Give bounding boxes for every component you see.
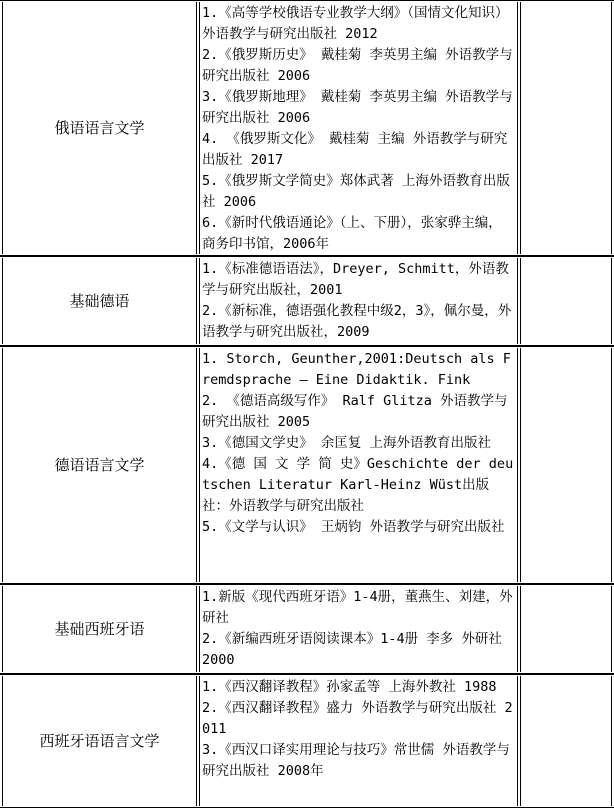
empty-cell bbox=[520, 258, 612, 344]
book-entry: 5.《文学与认识》 王炳钧 外语教学与研究出版社 bbox=[202, 519, 505, 535]
book-entry: 6.《新时代俄语通论》（上、下册），张家骅主编，商务印书馆，2006年 bbox=[202, 215, 502, 252]
book-list bbox=[200, 2, 517, 255]
table-row bbox=[0, 584, 614, 674]
subject-cell bbox=[2, 348, 197, 582]
book-entry: 1.《高等学校俄语专业教学大纲》（国情文化知识） 外语教学与研究出版社 2012 bbox=[202, 5, 509, 42]
subject-label: 西班牙语语言文学 bbox=[39, 732, 160, 750]
book-entry: 2.《俄罗斯历史》 戴桂菊 李英男主编 外语教学与研究出版社 2006 bbox=[202, 47, 513, 84]
book-list bbox=[200, 586, 517, 671]
book-entry: 2.《西汉翻译教程》盛力 外语教学与研究出版社 2011 bbox=[202, 700, 513, 737]
book-entry: 4. 《俄罗斯文化》 戴桂菊 主编 外语教学与研究出版社 2017 bbox=[202, 131, 508, 168]
subject-label: 德语语言文学 bbox=[54, 456, 145, 474]
subject-cell bbox=[2, 586, 197, 672]
empty-cell bbox=[520, 586, 612, 672]
subject-cell bbox=[2, 2, 197, 254]
table-row bbox=[0, 0, 614, 256]
book-entry: 1. Storch, Geunther,2001:Deutsch als Fremdsprache – Eine Didaktik. Fink bbox=[202, 351, 511, 388]
book-entry: 1.《西汉翻译教程》孙家孟等 上海外教社 1988 bbox=[202, 679, 497, 695]
book-entry: 1.《标准德语语法》，Dreyer, Schmitt，外语教学与研究出版社，2001 bbox=[202, 261, 509, 298]
book-entry: 5.《俄罗斯文学简史》郑体武著 上海外语教育出版社 2006 bbox=[202, 173, 510, 210]
books-cell bbox=[199, 258, 518, 344]
book-entry: 3.《西汉口译实用理论与技巧》常世儒 外语教学与研究出版社 2008年 bbox=[202, 742, 510, 779]
books-cell bbox=[199, 586, 518, 672]
table-row bbox=[0, 256, 614, 346]
book-entry: 4.《德 国 文 学 简 史》Geschichte der deutschen Literatur Karl-Heinz Wüst出版社：外语教学与研究出版社 bbox=[202, 456, 514, 514]
book-entry: 2. 《德语高级写作》 Ralf Glitza 外语教学与研究出版社 2005 bbox=[202, 393, 508, 430]
subject-cell bbox=[2, 258, 197, 344]
book-entry: 3.《德国文学史》 余匡复 上海外语教育出版社 bbox=[202, 435, 492, 451]
books-cell bbox=[199, 348, 518, 582]
book-entry: 2.《新编西班牙语阅读课本》1-4册 李多 外研社 2000 bbox=[202, 631, 502, 668]
empty-cell bbox=[520, 348, 612, 582]
book-list bbox=[200, 676, 517, 782]
book-list bbox=[200, 258, 517, 343]
subject-cell bbox=[2, 676, 197, 806]
table-row bbox=[0, 346, 614, 584]
empty-cell bbox=[520, 676, 612, 806]
book-entry: 1.新版《现代西班牙语》1-4册，董燕生、刘建，外研社 bbox=[202, 589, 513, 626]
table-row bbox=[0, 674, 614, 808]
book-list bbox=[200, 348, 517, 538]
book-entry: 3.《俄罗斯地理》 戴桂菊 李英男主编 外语教学与研究出版社 2006 bbox=[202, 89, 513, 126]
empty-cell bbox=[520, 2, 612, 254]
subject-label: 基础德语 bbox=[69, 292, 130, 310]
subject-label: 俄语语言文学 bbox=[54, 119, 145, 137]
subject-label: 基础西班牙语 bbox=[54, 620, 145, 638]
book-entry: 2.《新标准，德语强化教程中级2，3》，佩尔曼，外语教学与研究出版社，2009 bbox=[202, 303, 512, 340]
books-cell bbox=[199, 676, 518, 806]
books-cell bbox=[199, 2, 518, 254]
